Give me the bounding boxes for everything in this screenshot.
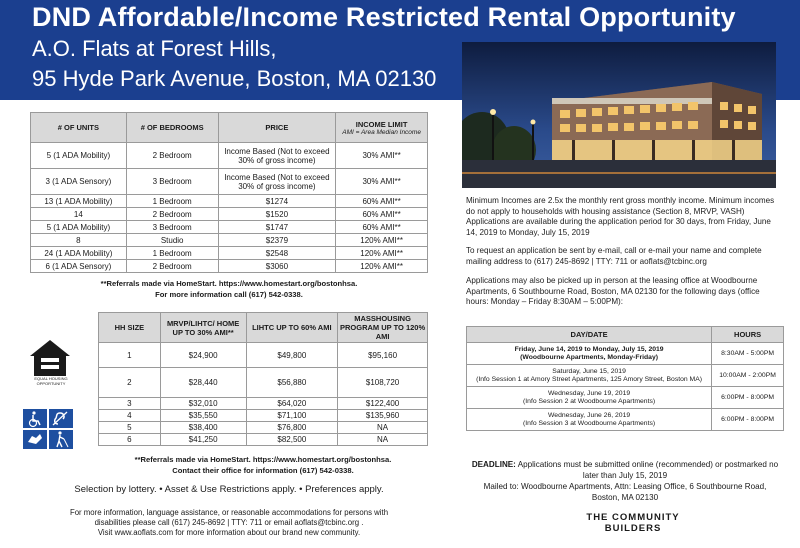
contact-line3: Visit www.aoflats.com for more information about our brand new community. <box>97 528 361 537</box>
hours-cell: 10:00AM - 2:00PM <box>712 365 784 387</box>
table-row <box>31 143 428 169</box>
lottery-notice: Selection by lottery. • Asset & Use Restrictions apply. • Preferences apply. <box>74 484 384 495</box>
date-line2: (Woodbourne Apartments, Monday-Friday) <box>520 353 658 361</box>
table-row <box>99 343 428 368</box>
col-lihtc: LIHTC UP TO 60% AMI <box>246 313 338 343</box>
table-row <box>99 368 428 398</box>
date-line2: (Info Session 2 at Woodbourne Apartments) <box>523 397 656 405</box>
units-cell: 8 <box>31 234 127 247</box>
income-limit-sublabel: AMI = Area Median Income <box>342 128 421 136</box>
table-row <box>31 221 428 234</box>
request-application-paragraph: To request an application be sent by e-mail, call or e-mail your name and complete mailing address to (617) 245-8692 | TTY: 711 or aoflats@tcbinc.org <box>466 246 762 266</box>
lihtc-cell: $76,800 <box>246 422 338 434</box>
price-cell: $2548 <box>218 247 336 260</box>
mass-cell: NA <box>338 422 428 434</box>
mailing-line1: Mailed to: Woodbourne Apartments, Attn: Leasing Office, 6 Southbourne Road, <box>483 482 767 491</box>
limit-cell: 30% AMI** <box>336 169 428 195</box>
table-row <box>31 247 428 260</box>
table-row <box>31 195 428 208</box>
hh-cell: 1 <box>99 343 161 368</box>
date-line2: (Info Session 1 at Amory Street Apartments, 125 Amory Street, Boston MA) <box>476 375 703 383</box>
col-hours: HOURS <box>712 327 784 343</box>
hours-cell: 8:30AM - 5:00PM <box>712 343 784 365</box>
table-row <box>31 234 428 247</box>
property-name: A.O. Flats at Forest Hills, <box>32 36 277 61</box>
mass-cell: $135,960 <box>338 410 428 422</box>
deadline-text: Applications must be submitted online (recommended) or postmarked no later than July 15, 2019 <box>515 460 779 480</box>
mrvp-cell: $38,400 <box>160 422 246 434</box>
limit-cell: 60% AMI** <box>336 195 428 208</box>
units-cell: 3 (1 ADA Sensory) <box>31 169 127 195</box>
accessibility-icons <box>22 408 74 450</box>
page-title: DND Affordable/Income Restricted Rental Opportunity <box>32 2 736 32</box>
mrvp-cell: $41,250 <box>160 434 246 446</box>
limit-cell: 120% AMI** <box>336 260 428 273</box>
contact-line1: For more information, language assistance, or reasonable accommodations for persons with <box>69 508 389 517</box>
units-cell: 5 (1 ADA Mobility) <box>31 143 127 169</box>
homestart-note-line1: **Referrals made via HomeStart. https://www.homestart.org/bostonhsa. <box>134 455 392 464</box>
lihtc-cell: $71,100 <box>246 410 338 422</box>
bedrooms-cell: 1 Bedroom <box>126 195 218 208</box>
minimum-income-paragraph: Minimum Incomes are 2.5x the monthly rent gross monthly income. Minimum incomes do not apply to households with housing assistance (Section 8, MRVP, VASH) Applications are available during the application period for 30 days, from Friday, June 14, 2019 to Monday, July 15, 2019 <box>466 196 775 237</box>
table-row <box>99 398 428 410</box>
price-cell: $1747 <box>218 221 336 234</box>
table-row <box>467 343 784 365</box>
mass-cell: $122,400 <box>338 398 428 410</box>
mailing-line2: Boston, MA 02130 <box>591 492 659 502</box>
hh-cell: 5 <box>99 422 161 434</box>
mass-cell: $95,160 <box>338 343 428 368</box>
units-cell: 14 <box>31 208 127 221</box>
equal-housing-label: EQUAL HOUSING OPPORTUNITY <box>34 376 68 386</box>
units-cell: 13 (1 ADA Mobility) <box>31 195 127 208</box>
table-row <box>99 434 428 446</box>
table-row <box>99 422 428 434</box>
hh-cell: 2 <box>99 368 161 398</box>
pickup-paragraph: Applications may also be picked up in person at the leasing office at Woodbourne Apartments, 6 Southbourne Road, Boston, MA 02130 for the following days (office hours: Monday – Friday 8:30AM – 5:00PM): <box>466 276 760 306</box>
limit-cell: 120% AMI** <box>336 234 428 247</box>
deadline-notice <box>466 460 784 481</box>
income-limits-table <box>98 312 428 446</box>
col-masshousing: MASSHOUSING PROGRAM UP TO 120% AMI <box>338 313 428 343</box>
date-line1: Friday, June 14, 2019 to Monday, July 15, 2019 <box>514 345 664 353</box>
contact-info <box>30 508 428 538</box>
units-cell: 5 (1 ADA Mobility) <box>31 221 127 234</box>
bedrooms-cell: Studio <box>126 234 218 247</box>
price-cell: $3060 <box>218 260 336 273</box>
lihtc-cell: $82,500 <box>246 434 338 446</box>
date-line2: (Info Session 3 at Woodbourne Apartments) <box>523 419 656 427</box>
bedrooms-cell: 2 Bedroom <box>126 143 218 169</box>
table-row <box>31 260 428 273</box>
mrvp-cell: $28,440 <box>160 368 246 398</box>
price-cell: $1274 <box>218 195 336 208</box>
table-row <box>467 365 784 387</box>
price-cell: $1520 <box>218 208 336 221</box>
referral-note-line1: **Referrals made via HomeStart. https://www.homestart.org/bostonhsa. <box>100 279 358 288</box>
building-photo <box>462 42 776 188</box>
hh-cell: 4 <box>99 410 161 422</box>
units-cell: 24 (1 ADA Mobility) <box>31 247 127 260</box>
col-bedrooms: # OF BEDROOMS <box>126 113 218 143</box>
hours-cell: 6:00PM - 8:00PM <box>712 409 784 431</box>
date-cell <box>467 409 712 431</box>
hh-cell: 6 <box>99 434 161 446</box>
units-cell: 6 (1 ADA Sensory) <box>31 260 127 273</box>
date-cell <box>467 387 712 409</box>
hours-cell: 6:00PM - 8:00PM <box>712 387 784 409</box>
bedrooms-cell: 1 Bedroom <box>126 247 218 260</box>
mailing-address <box>466 482 784 503</box>
date-line1: Saturday, June 15, 2019 <box>552 367 626 375</box>
col-price: PRICE <box>218 113 336 143</box>
mrvp-cell: $24,900 <box>160 343 246 368</box>
units-table <box>30 112 428 273</box>
mrvp-cell: $32,010 <box>160 398 246 410</box>
col-units: # OF UNITS <box>31 113 127 143</box>
income-limit-label: INCOME LIMIT <box>355 119 408 129</box>
schedule-table <box>466 326 784 431</box>
table-row <box>467 409 784 431</box>
bedrooms-cell: 3 Bedroom <box>126 169 218 195</box>
mass-cell: $108,720 <box>338 368 428 398</box>
contact-line2: disabilities please call (617) 245-8692 | TTY: 711 or email aoflats@tcbinc.org . <box>94 518 364 527</box>
bedrooms-cell: 2 Bedroom <box>126 260 218 273</box>
mass-cell: NA <box>338 434 428 446</box>
logo-line1: THE COMMUNITY <box>586 512 680 523</box>
homestart-note <box>98 454 428 476</box>
referral-note-line2: For more information call (617) 542-0338. <box>155 290 303 299</box>
limit-cell: 60% AMI** <box>336 221 428 234</box>
col-hh-size: HH SIZE <box>99 313 161 343</box>
bedrooms-cell: 3 Bedroom <box>126 221 218 234</box>
property-address: 95 Hyde Park Avenue, Boston, MA 02130 <box>32 66 437 91</box>
deadline-label: DEADLINE: <box>471 460 516 469</box>
lihtc-cell: $64,020 <box>246 398 338 410</box>
table-row <box>31 169 428 195</box>
col-mrvp: MRVP/LIHTC/ HOME UP TO 30% AMI** <box>160 313 246 343</box>
date-line1: Wednesday, June 26, 2019 <box>548 411 631 419</box>
mrvp-cell: $35,550 <box>160 410 246 422</box>
referral-note <box>30 278 428 300</box>
price-cell: $2379 <box>218 234 336 247</box>
col-day-date: DAY/DATE <box>467 327 712 343</box>
date-cell <box>467 365 712 387</box>
limit-cell: 120% AMI** <box>336 247 428 260</box>
table-row <box>467 387 784 409</box>
price-cell: Income Based (Not to exceed 30% of gross income) <box>218 169 336 195</box>
price-cell: Income Based (Not to exceed 30% of gross income) <box>218 143 336 169</box>
table-row <box>31 208 428 221</box>
col-income-limit <box>336 113 428 143</box>
date-line1: Wednesday, June 19, 2019 <box>548 389 631 397</box>
logo-line2: BUILDERS <box>604 523 662 534</box>
limit-cell: 60% AMI** <box>336 208 428 221</box>
lihtc-cell: $56,880 <box>246 368 338 398</box>
community-builders-logo <box>578 512 688 534</box>
homestart-note-line2: Contact their office for information (617) 542-0338. <box>172 466 354 475</box>
bedrooms-cell: 2 Bedroom <box>126 208 218 221</box>
table-row <box>99 410 428 422</box>
limit-cell: 30% AMI** <box>336 143 428 169</box>
lihtc-cell: $49,800 <box>246 343 338 368</box>
hh-cell: 3 <box>99 398 161 410</box>
date-cell <box>467 343 712 365</box>
